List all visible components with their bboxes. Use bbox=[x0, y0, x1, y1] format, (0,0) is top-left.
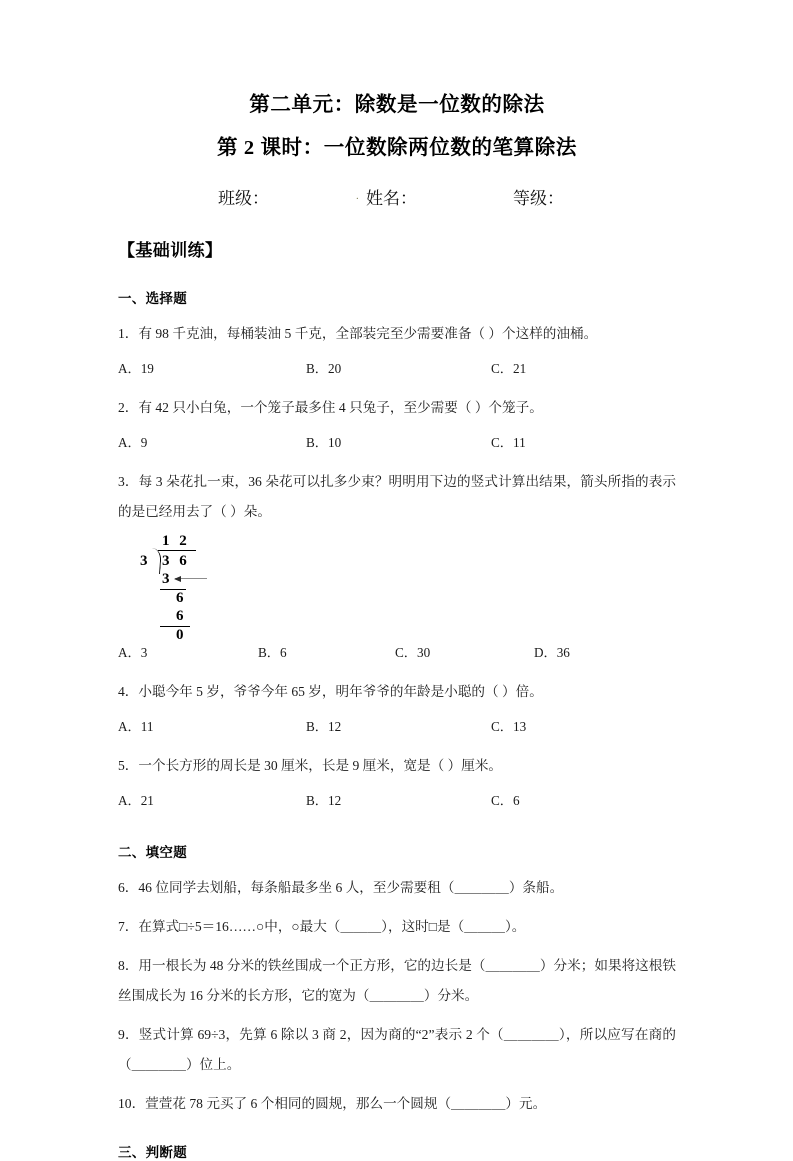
question-4-text: 4．小聪今年 5 岁，爷爷今年 65 岁，明年爷爷的年龄是小聪的（ ）倍。 bbox=[118, 684, 543, 699]
class-label: 班级： bbox=[218, 189, 269, 208]
division-bring-down: 6 bbox=[176, 590, 187, 606]
subsection-fill-in-blank: 二、填空题 bbox=[118, 845, 187, 860]
division-dividend: 3 6 bbox=[162, 553, 190, 569]
division-bracket-icon bbox=[150, 548, 162, 574]
option-3-b[interactable]: B．6 bbox=[258, 645, 287, 660]
lesson-title: 第 2 课时：一位数除两位数的笔算除法 bbox=[217, 136, 577, 159]
option-3-d[interactable]: D．36 bbox=[534, 645, 570, 660]
option-2-a[interactable]: A．9 bbox=[118, 435, 148, 450]
question-9-text[interactable]: 9．竖式计算 69÷3，先算 6 除以 3 商 2，因为商的“2”表示 2 个（＿＿＿＿），所以应写在商的（＿＿＿＿）位上。 bbox=[118, 1027, 676, 1072]
option-5-b[interactable]: B．12 bbox=[306, 793, 342, 808]
division-vinculum bbox=[158, 550, 196, 551]
question-6-text[interactable]: 6．46 位同学去划船，每条船最多坐 6 人，至少需要租（＿＿＿＿）条船。 bbox=[118, 880, 564, 895]
subsection-judge-questions: 三、判断题 bbox=[118, 1145, 187, 1160]
option-3-a[interactable]: A．3 bbox=[118, 645, 148, 660]
stray-dot-mark: . bbox=[356, 190, 359, 202]
question-5-text: 5．一个长方形的周长是 30 厘米，长是 9 厘米，宽是（ ）厘米。 bbox=[118, 758, 503, 773]
option-5-c[interactable]: C．6 bbox=[491, 793, 520, 808]
option-4-c[interactable]: C．13 bbox=[491, 719, 527, 734]
page-content bbox=[118, 0, 676, 1161]
option-5-a[interactable]: A．21 bbox=[118, 793, 154, 808]
question-8-text[interactable]: 8．用一根长为 48 分米的铁丝围成一个正方形，它的边长是（＿＿＿＿）分米；如果将这根铁丝围成长为 16 分米的长方形，它的宽为（＿＿＿＿）分米。 bbox=[118, 958, 676, 1003]
long-division-figure bbox=[136, 533, 336, 643]
question-10-text[interactable]: 10．萱萱花 78 元买了 6 个相同的圆规，那么一个圆规（＿＿＿＿）元。 bbox=[118, 1096, 547, 1111]
division-quotient: 1 2 bbox=[162, 533, 190, 549]
section-basic-training: 【基础训练】 bbox=[118, 241, 223, 260]
question-3-text: 3．每 3 朵花扎一束，36 朵花可以扎多少束？明明用下边的竖式计算出结果，箭头所指的表示的是已经用去了（ ）朵。 bbox=[118, 474, 676, 519]
question-3-options bbox=[118, 638, 676, 668]
question-2-options bbox=[118, 428, 676, 458]
option-3-c[interactable]: C．30 bbox=[395, 645, 431, 660]
question-2-text: 2．有 42 只小白兔，一个笼子最多住 4 只兔子，至少需要（ ）个笼子。 bbox=[118, 400, 543, 415]
division-divisor: 3 bbox=[140, 553, 151, 569]
question-1-text: 1．有 98 千克油，每桶装油 5 千克，全部装完至少需要准备（ ）个这样的油桶。 bbox=[118, 326, 598, 341]
division-partial-product-2: 6 bbox=[176, 608, 187, 624]
option-4-a[interactable]: A．11 bbox=[118, 719, 154, 734]
question-4-options bbox=[118, 712, 676, 742]
question-1-options bbox=[118, 354, 676, 384]
unit-title: 第二单元：除数是一位数的除法 bbox=[249, 94, 545, 116]
option-2-b[interactable]: B．10 bbox=[306, 435, 342, 450]
subsection-choice-questions: 一、选择题 bbox=[118, 291, 187, 306]
option-2-c[interactable]: C．11 bbox=[491, 435, 526, 450]
grade-label: 等级： bbox=[513, 189, 564, 208]
division-partial-product-1: 3 bbox=[162, 571, 173, 587]
division-remainder: 0 bbox=[176, 627, 187, 643]
question-5-options bbox=[118, 786, 676, 816]
option-4-b[interactable]: B．12 bbox=[306, 719, 342, 734]
question-7-text[interactable]: 7．在算式□÷5＝16……○中，○最大（＿＿＿），这时□是（＿＿＿）。 bbox=[118, 919, 526, 934]
student-info-line bbox=[118, 184, 676, 206]
pointer-arrow-icon bbox=[175, 578, 207, 579]
option-1-a[interactable]: A．19 bbox=[118, 361, 154, 376]
option-1-c[interactable]: C．21 bbox=[491, 361, 527, 376]
option-1-b[interactable]: B．20 bbox=[306, 361, 342, 376]
name-label: 姓名： bbox=[366, 189, 417, 208]
